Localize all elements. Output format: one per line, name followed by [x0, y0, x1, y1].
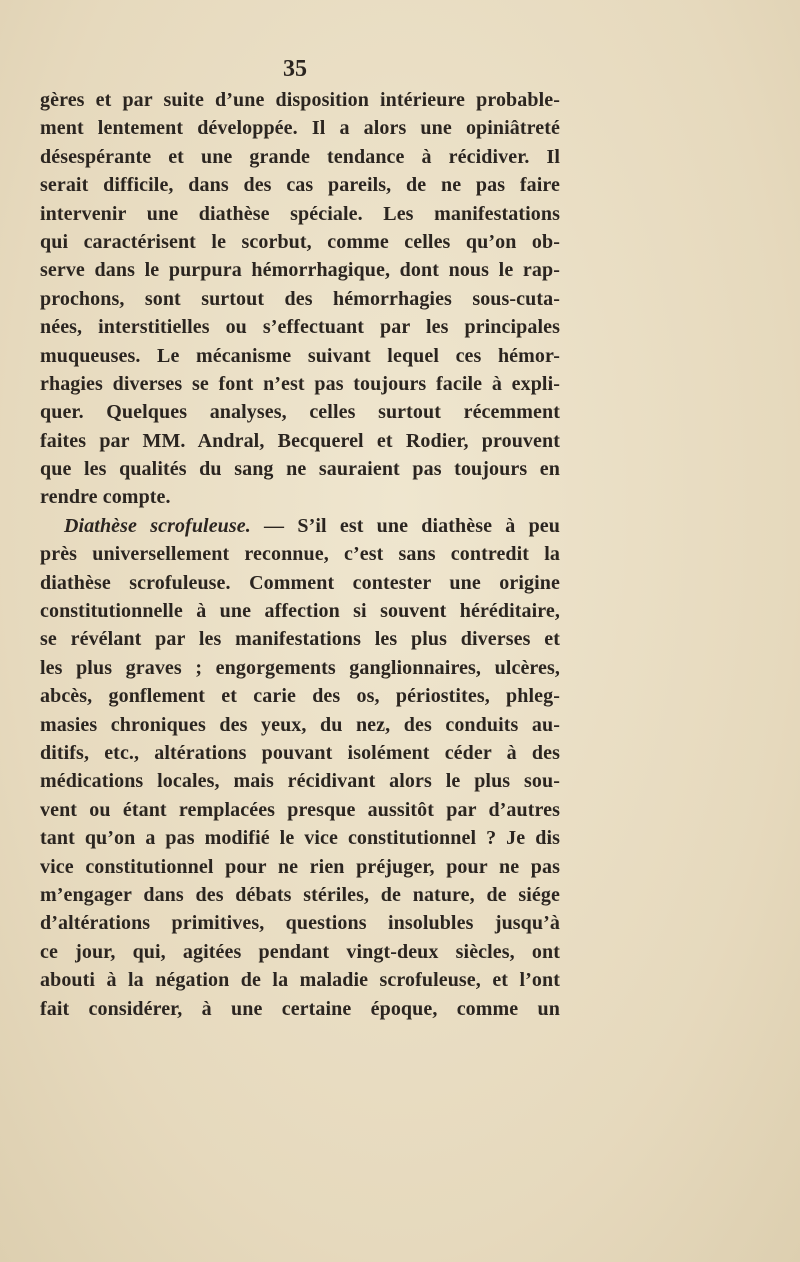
text-line: désespérante et une grande tendance à récidiver. Il — [40, 145, 560, 168]
text-line: près universellement reconnue, c’est sans contredit la — [40, 543, 560, 566]
text-line: ditifs, etc., altérations pouvant isolément céder à des — [40, 741, 560, 764]
text-line: que les qualités du sang ne sauraient pas toujours en — [40, 458, 560, 481]
text-line: intervenir une diathèse spéciale. Les manifestations — [40, 202, 560, 225]
text-line: vice constitutionnel pour ne rien préjuger, pour ne pas — [40, 855, 560, 878]
text-line: se révélant par les manifestations les plus diverses et — [40, 628, 560, 651]
text-line: serve dans le purpura hémorrhagique, dont nous le rap- — [40, 259, 560, 282]
text-line: quer. Quelques analyses, celles surtout récemment — [40, 401, 560, 424]
section-heading: Diathèse scrofuleuse. — [64, 514, 251, 537]
text-line: fait considérer, à une certaine époque, comme un — [40, 997, 560, 1020]
text-line: constitutionnelle à une affection si souvent héréditaire, — [40, 600, 560, 623]
text-line: masies chroniques des yeux, du nez, des conduits au- — [40, 713, 560, 736]
text-line: rhagies diverses se font n’est pas toujours facile à expli- — [40, 372, 560, 395]
text-line: les plus graves ; engorgements ganglionnaires, ulcères, — [40, 656, 560, 679]
text-line: vent ou étant remplacées presque aussitôt par d’autres — [40, 798, 560, 821]
page-number: 35 — [283, 56, 307, 82]
text-line: tant qu’on a pas modifié le vice constitutionnel ? Je dis — [40, 827, 560, 850]
text-line: qui caractérisent le scorbut, comme celles qu’on ob- — [40, 230, 560, 253]
text-line: rendre compte. — [40, 486, 171, 509]
text-line: nées, interstitielles ou s’effectuant par les principales — [40, 316, 560, 339]
body-text — [40, 86, 560, 1023]
text-line: faites par MM. Andral, Becquerel et Rodier, prouvent — [40, 429, 560, 452]
text-line: diathèse scrofuleuse. Comment contester une origine — [40, 571, 560, 594]
text-line: abouti à la négation de la maladie scrofuleuse, et l’ont — [40, 969, 560, 992]
text-line: m’engager dans des débats stériles, de nature, de siége — [40, 883, 560, 906]
text-line: d’altérations primitives, questions insolubles jusqu’à — [40, 912, 560, 935]
text-line: prochons, sont surtout des hémorrhagies sous-cuta- — [40, 287, 560, 310]
text-line: abcès, gonflement et carie des os, périostites, phleg- — [40, 685, 560, 708]
text-fragment: — S’il est une diathèse à peu — [250, 514, 560, 537]
text-line: serait difficile, dans des cas pareils, de ne pas faire — [40, 174, 560, 197]
paragraph-start-line — [40, 512, 560, 540]
text-line: muqueuses. Le mécanisme suivant lequel ces hémor- — [40, 344, 560, 367]
text-line: ment lentement développée. Il a alors une opiniâtreté — [40, 117, 560, 140]
text-line: ce jour, qui, agitées pendant vingt-deux siècles, ont — [40, 940, 560, 963]
text-line: gères et par suite d’une disposition intérieure probable- — [40, 89, 560, 111]
text-line: médications locales, mais récidivant alors le plus sou- — [40, 770, 560, 793]
